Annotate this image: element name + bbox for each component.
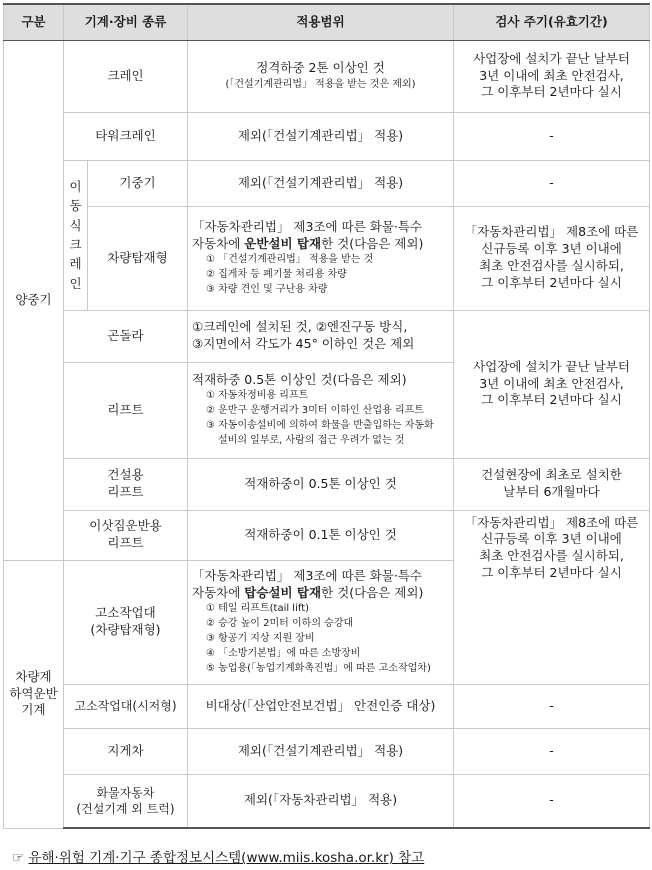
table-row [4,160,650,206]
scope-truck-crane-post: 한 것(다음은 제외) [321,235,424,251]
equipment-aerial-truck: 고소작업대 (차량탑재형) [64,560,188,684]
list-item: ① 테일 리프트(tail lift) [206,603,310,615]
cycle-aerial-truck: 「자동차관리법」 제8조에 따른 신규등록 이후 3년 이내에 최초 안전검사를 실시하되, 그 이후부터 2년마다 실시 [454,510,650,684]
list-item: ① 「건설기계관리법」 적용을 받는 것 [206,254,374,266]
scope-crane [188,40,454,112]
header-scope: 적용범위 [188,4,454,40]
list-item: ③ 항공기 지상 지원 장비 [206,633,315,645]
group-mobile-crane: 이 동 식 크 레 인 [64,160,88,310]
header-cycle: 검사 주기(유효기간) [454,4,650,40]
scope-moving-lift: 적재하중이 0.1톤 이상인 것 [188,510,454,560]
inspection-table [3,3,650,829]
header-category: 구분 [4,4,64,40]
equipment-forklift: 지게차 [64,728,188,774]
cycle-forklift: - [454,728,650,774]
scope-truck-crane-bold: 운반설비 탑재 [244,235,322,251]
cycle-construction-lift: 건설현장에 최초로 설치한 날부터 6개월마다 [454,458,650,510]
scope-truck-crane [188,206,454,310]
cycle-crane: 사업장에 설치가 끝난 날부터 3년 이내에 최초 안전검사, 그 이후부터 2년마다 실시 [454,40,650,112]
table-row [4,40,650,112]
scope-lift-main: 적재하중 0.5톤 이상인 것(다음은 제외) [192,371,407,387]
scope-crane-main: 정격하중 2톤 이상인 것 [256,60,385,76]
scope-gondola: ①크레인에 설치된 것, ②엔진구동 방식, ③지면에서 각도가 45° 이하인 것은 제외 [188,310,454,362]
equipment-gondola: 곤돌라 [64,310,188,362]
table-row [4,206,650,310]
equipment-construction-lift: 건설용 리프트 [64,458,188,510]
cycle-aerial-scissor: - [454,684,650,728]
list-item: ① 자동차정비용 리프트 [206,390,309,402]
scope-lift [188,362,454,458]
table-row [4,112,650,160]
group-lifting: 양중기 [4,40,64,560]
table-row [4,684,650,728]
pointing-hand-icon: ☞ [12,850,25,866]
footnote-text: 유해·위험 기계·기구 종합정보시스템(www.miis.kosha.or.kr) 참고 [28,850,425,866]
equipment-derrick: 기중기 [88,160,188,206]
scope-forklift: 제외(「건설기계관리법」 적용) [188,728,454,774]
table-row [4,458,650,510]
scope-crane-sub: (「건설기계관리법」 적용을 받는 것은 제외) [225,78,416,90]
table-row [4,510,650,560]
equipment-aerial-scissor: 고소작업대(시저형) [64,684,188,728]
scope-aerial-scissor: 비대상(「산업안전보건법」 안전인증 대상) [188,684,454,728]
equipment-truck-crane: 차량탑재형 [88,206,188,310]
equipment-crane: 크레인 [64,40,188,112]
table-row [4,774,650,828]
equipment-moving-lift: 이삿짐운반용 리프트 [64,510,188,560]
list-item: ③ 차량 견인 및 구난용 차량 [206,284,328,296]
cycle-truck-crane: 「자동차관리법」 제8조에 따른 신규등록 이후 3년 이내에 최초 안전검사를 실시하되, 그 이후부터 2년마다 실시 [454,206,650,310]
equipment-cargo-truck: 화물자동차 (건설기계 외 트럭) [64,774,188,828]
group-vehicle: 차량계 하역운반 기계 [4,560,64,828]
scope-aerial-truck-pre: 「자동차관리법」 제3조에 따른 화물·특수 자동차에 [192,567,422,600]
scope-cargo-truck: 제외(「자동차관리법」 적용) [188,774,454,828]
list-item: ④ 「소방기본법」에 따른 소방장비 [206,648,361,660]
list-item: ③ 자동이송설비에 의하여 화물을 반출입하는 자동화 [206,420,434,432]
scope-aerial-truck-post: 한 것(다음은 제외) [321,584,424,600]
scope-tower-crane: 제외(「건설기계관리법」 적용) [188,112,454,160]
list-item: ⑤ 농업용(「농업기계화촉진법」에 따른 고소작업차) [206,663,431,675]
table-header-row [4,4,650,40]
list-item: ② 승강 높이 2미터 이하의 승강대 [206,618,354,630]
scope-aerial-truck [188,560,454,684]
equipment-tower-crane: 타워크레인 [64,112,188,160]
table-row [4,310,650,362]
cycle-derrick: - [454,160,650,206]
header-equipment: 기계·장비 종류 [64,4,188,40]
scope-derrick: 제외(「건설기계관리법」 적용) [188,160,454,206]
scope-construction-lift: 적재하중이 0.5톤 이상인 것 [188,458,454,510]
list-item: ② 운반구 운행거리가 3미터 이하인 산업용 리프트 [206,405,424,417]
scope-truck-crane-pre: 「자동차관리법」 제3조에 따른 화물·특수 자동차에 [192,218,422,251]
list-item: ② 집게차 등 폐기물 처리용 차량 [206,269,347,281]
list-item: 설비의 일부로, 사람의 접근 우려가 없는 것 [218,435,405,447]
cycle-cargo-truck: - [454,774,650,828]
cycle-tower-crane: - [454,112,650,160]
equipment-lift: 리프트 [64,362,188,458]
footnote [12,846,424,866]
table-row [4,728,650,774]
cycle-gondola-lift: 사업장에 설치가 끝난 날부터 3년 이내에 최초 안전검사, 그 이후부터 2년마다 실시 [454,310,650,458]
scope-aerial-truck-bold: 탑승설비 탑재 [244,584,322,600]
